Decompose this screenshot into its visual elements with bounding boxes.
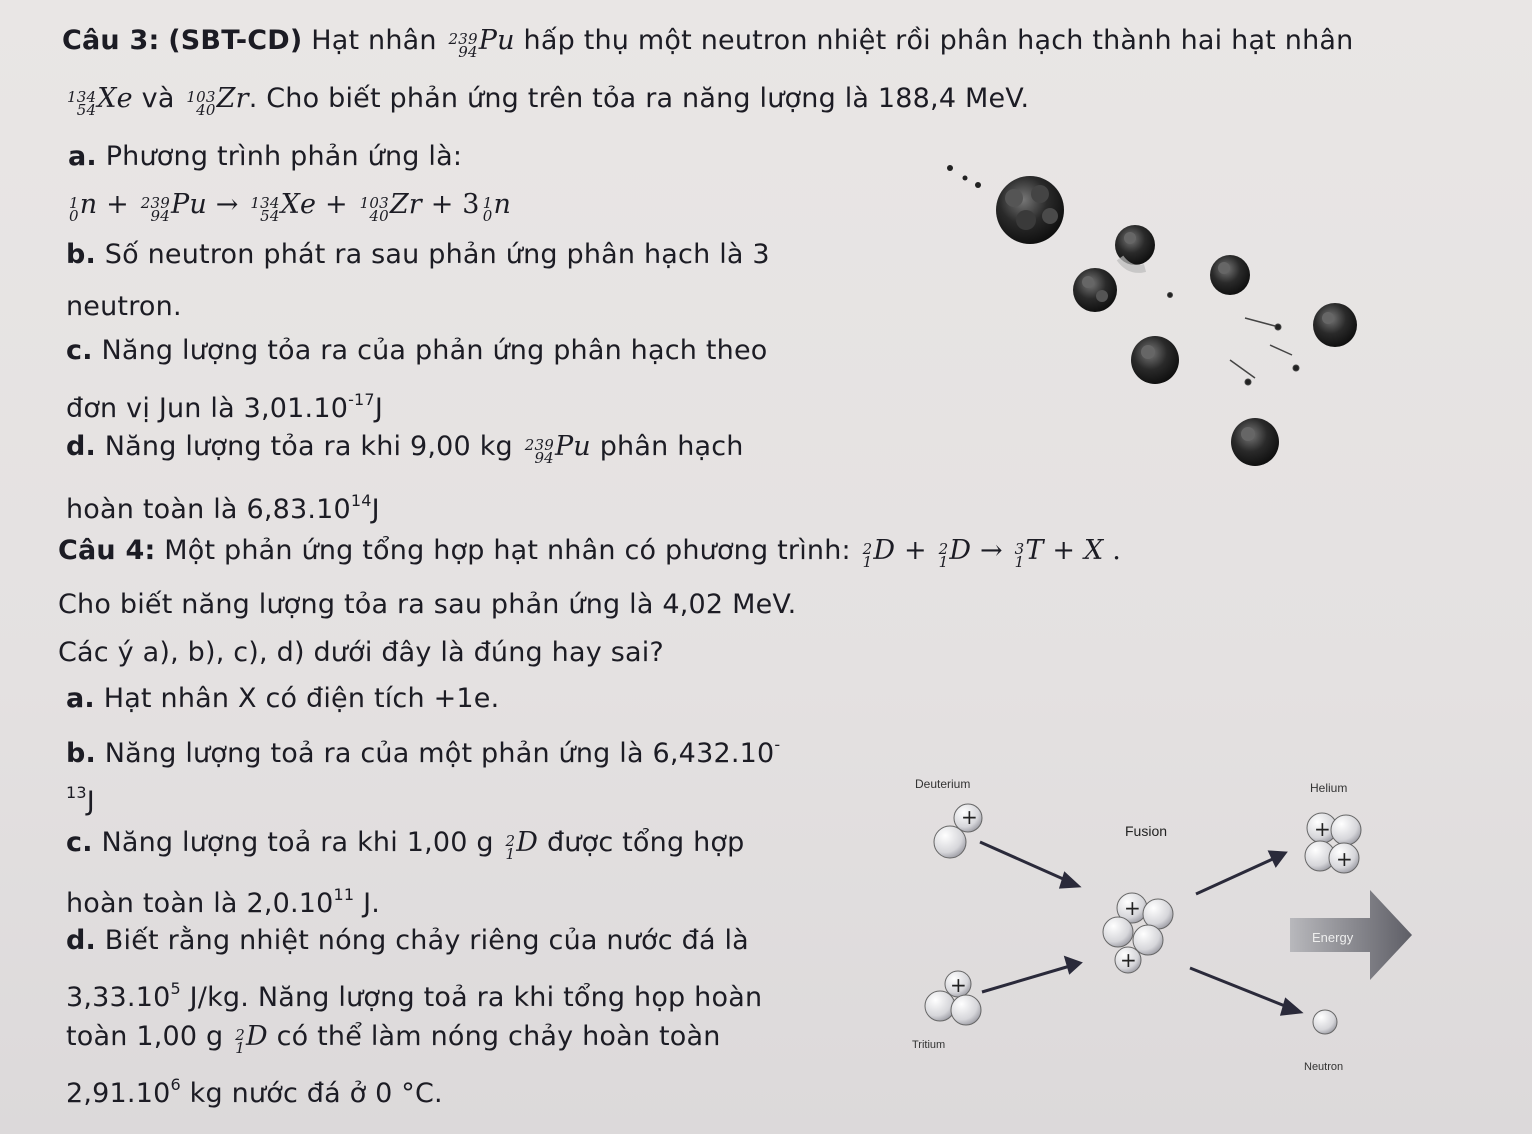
svg-text:Energy: Energy [1312,930,1354,945]
worksheet-page: Câu 3: (SBT-CD) Hạt nhân 239 94 Pu hấp thụ một neutron nhiệt rồi phân hạch thành hai hạt nhân 134 54 Xe và 103 40 Zr. Cho biết phản ứng trên tỏa ra năng lượng là 188,4 MeV. a. Phương trình phản ứng là: 1 0 n + 239 94 Pu → 134 54 Xe + 103 40 Zr + 3 1 0 n b. Số neutron phát ra sau phản ứng phân hạch là 3 neutron. c. Năng lượng tỏa ra của phản ứng phân hạch theo đơn vị Jun là $3,01.10^{-17}J$ d. Năng lượng tỏa ra khi 9,00 kg 239 94 Pu phân hạch hoàn toàn là 6,83.10$^{14}$J Câu 4: Một phản ứng tổng hợp hạt nhân có phương trình: 2 1 D + 2 1 D → 3 1 T + X . Cho biết năng lượng tỏa ra sau phản ứng là 4,02 MeV. Các ý a), b), c), d) dưới đây là đúng hay sai? a. Hạt nhân X có điện tích +1e. b. Năng lượng toả ra của một phản ứng là 6,432.10- $^{13}$J c. Năng lượng toả ra khi 1,00 g 2 1 D được tổng hợp hoàn toàn là 2,0.10$^{11}$ J. d. Biết rằng nhiệt nóng chảy riêng của nước đá là 3,33.10$^5$ J/kg. Năng lượng toả ra khi tổng họp hoàn toàn 1,00 g 2 1 D có thể làm nóng chảy hoàn toàn 2,91.10$^6$ kg nước đá ở 0 °C. Deuterium Helium Fusion Tritium Neutron + + + + + + Energy [0,0,1532,1134]
fission-illustration [930,150,1370,480]
xe-fragment [1073,268,1117,312]
helium-nucleus [1305,813,1361,873]
q4-item-a: a. Hạt nhân X có điện tích +1e. [66,683,500,714]
splitting-nucleus [1115,225,1155,269]
deuterium-label: Deuterium [915,777,971,791]
fragment-right [1313,303,1357,347]
deuterium-nucleus [934,804,982,858]
svg-text:+: + [1124,896,1141,920]
q3-line-1: Câu 3: (SBT-CD) Hạt nhân 239 94 Pu hấp thụ một neutron nhiệt rồi phân hạch thành hai hạt nhân [62,25,1354,61]
energy-arrow [1290,890,1412,980]
q3-fission-equation: 1 0 n + 239 94 Pu → 134 54 Xe + 103 40 Zr + 3 1 0 n [69,189,512,225]
svg-text:+: + [1120,948,1137,972]
fusion-label: Fusion [1125,823,1168,839]
emitted-neutrons [1168,293,1300,386]
q3-label: Câu 3: [62,25,160,56]
fusion-core [1103,893,1173,973]
fusion-diagram [900,770,1420,1100]
neutron-trail-1 [947,165,981,188]
q3-item-c: c. Năng lượng tỏa ra của phản ứng phân hạch theo [66,335,768,366]
zr-isotope: 103 40 [186,88,216,119]
svg-text:+: + [1336,847,1353,871]
q3-item-d: d. Năng lượng tỏa ra khi 9,00 kg 239 94 Pu phân hạch [66,431,744,467]
xe-isotope: 134 54 [67,88,97,119]
q3-item-b: b. Số neutron phát ra sau phản ứng phân hạch là 3 [66,239,770,270]
q3-line-2: 134 54 Xe và 103 40 Zr. Cho biết phản ứng trên tỏa ra năng lượng là 188,4 MeV. [67,83,1030,119]
q4-line-1: Câu 4: Một phản ứng tổng hợp hạt nhân có phương trình: 2 1 D + 2 1 D → 3 1 T + X . [58,535,1122,571]
neutron-label: Neutron [1304,1061,1344,1073]
neutron-particle [1313,1010,1337,1034]
q3-item-a: a. Phương trình phản ứng là: [68,141,463,172]
q4-item-c: c. Năng lượng toả ra khi 1,00 g 2 1 D được tổng hợp [66,827,745,863]
svg-text:+: + [1314,817,1331,841]
q4-item-d: d. Biết rằng nhiệt nóng chảy riêng của nước đá là [66,925,749,956]
svg-text:+: + [961,805,978,829]
helium-label: Helium [1310,781,1348,795]
q4-label: Câu 4: [58,535,156,566]
q3-source: (SBT-CD) [168,25,303,56]
fragment-bottom [1231,418,1279,466]
tritium-label: Tritium [912,1039,946,1051]
pu-nucleus [996,176,1064,244]
fragment-middle [1131,336,1179,384]
svg-text:+: + [950,973,967,997]
pu-isotope: 239 94 [448,30,478,61]
zr-fragment [1210,255,1250,295]
fusion-equation: 2 1 D + 2 1 D → 3 1 T + X . [862,535,1122,571]
q4-item-b: b. Năng lượng toả ra của một phản ứng là 6,432.10- [66,735,781,769]
tritium-nucleus [925,971,981,1025]
